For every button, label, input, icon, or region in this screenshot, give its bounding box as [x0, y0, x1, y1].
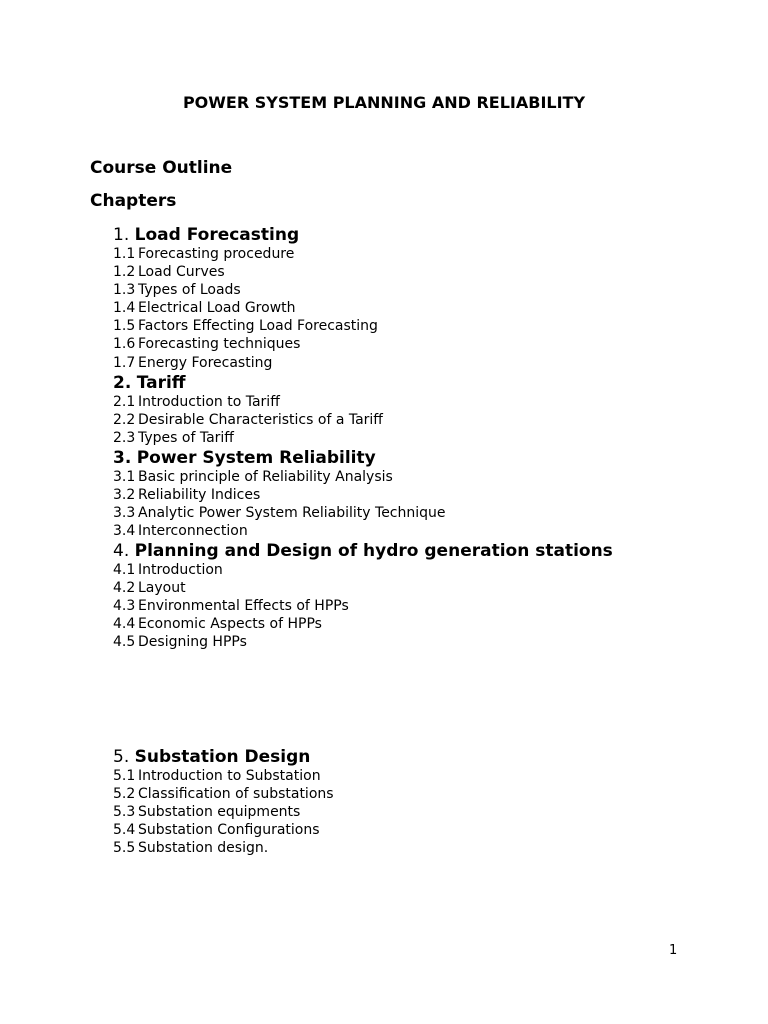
chapter-name: Substation Design: [134, 747, 311, 767]
list-item: [113, 354, 713, 372]
list-item: [113, 633, 713, 651]
list-item: [113, 767, 713, 785]
item-text: Types of Loads: [138, 282, 241, 299]
item-number: 4.3: [113, 598, 136, 615]
list-item: [113, 615, 713, 633]
item-number: 5.4: [113, 822, 136, 839]
item-number: 5.5: [113, 840, 136, 857]
item-text: Energy Forecasting: [138, 354, 273, 371]
chapter-4: [113, 541, 713, 651]
chapter-title: [113, 448, 713, 468]
item-number: 2.1: [113, 394, 136, 410]
item-text: Basic principle of Reliability Analysis: [138, 469, 393, 485]
item-text: Introduction: [138, 562, 223, 578]
item-number: 5.1: [113, 768, 136, 784]
item-number: 1.7: [113, 354, 136, 371]
item-text: Desirable Characteristics of a Tariff: [138, 412, 383, 429]
item-number: 4.1: [113, 562, 136, 578]
list-item: [113, 522, 713, 540]
chapter-5: [113, 747, 713, 857]
list-item: [113, 281, 713, 299]
item-text: Reliability Indices: [138, 487, 261, 504]
item-number: 1.3: [113, 282, 136, 299]
list-item: [113, 411, 713, 429]
chapter-title: [113, 541, 713, 561]
item-number: 3.1: [113, 469, 136, 485]
list-item: [113, 335, 713, 353]
item-text: Designing HPPs: [138, 634, 247, 651]
list-item: [113, 785, 713, 803]
list-item: [113, 317, 713, 335]
item-text: Electrical Load Growth: [138, 300, 296, 317]
list-item: [113, 579, 713, 597]
item-number: 5.3: [113, 804, 136, 821]
list-item: [113, 839, 713, 857]
item-number: 3.3: [113, 505, 136, 522]
list-item: [113, 299, 713, 317]
list-item: [113, 393, 713, 411]
chapter-title: [113, 225, 713, 245]
chapter-number: 5.: [113, 747, 130, 767]
item-text: Load Curves: [138, 264, 225, 281]
item-text: Forecasting procedure: [138, 246, 295, 262]
chapter-1: [113, 225, 713, 372]
item-text: Classification of substations: [138, 786, 334, 803]
list-item: [113, 263, 713, 281]
item-number: 3.4: [113, 523, 136, 540]
chapter-number: 1.: [113, 225, 130, 245]
chapter-number: 4.: [113, 541, 130, 561]
chapter-name: Load Forecasting: [134, 225, 300, 245]
item-number: 1.2: [113, 264, 136, 281]
item-text: Forecasting techniques: [138, 336, 301, 353]
item-number: 4.4: [113, 616, 136, 633]
item-number: 1.4: [113, 300, 136, 317]
item-number: 1.6: [113, 336, 136, 353]
item-number: 5.2: [113, 786, 136, 803]
chapter-2: [113, 373, 713, 447]
list-item: [113, 803, 713, 821]
item-number: 4.2: [113, 580, 136, 597]
chapter-number: 3.: [113, 448, 132, 468]
chapter-name: Power System Reliability: [136, 448, 376, 468]
list-item: [113, 597, 713, 615]
chapter-name: Tariff: [136, 373, 186, 393]
item-number: 4.5: [113, 634, 136, 651]
item-text: Analytic Power System Reliability Technique: [138, 505, 446, 522]
course-outline-heading: Course Outline: [90, 158, 233, 178]
list-item: [113, 486, 713, 504]
item-number: 1.1: [113, 246, 136, 262]
list-item: [113, 245, 713, 263]
list-item: [113, 468, 713, 486]
chapter-number: 2.: [113, 373, 132, 393]
list-item: [113, 504, 713, 522]
item-text: Factors Effecting Load Forecasting: [138, 318, 378, 335]
list-item: [113, 561, 713, 579]
item-text: Introduction to Tariff: [138, 394, 280, 410]
item-text: Environmental Effects of HPPs: [138, 598, 349, 615]
chapter-3: [113, 448, 713, 540]
item-number: 1.5: [113, 318, 136, 335]
chapter-name: Planning and Design of hydro generation stations: [134, 541, 613, 561]
chapter-title: [113, 747, 713, 767]
chapters-heading: Chapters: [90, 191, 177, 211]
item-number: 2.2: [113, 412, 136, 429]
list-item: [113, 821, 713, 839]
document-title: POWER SYSTEM PLANNING AND RELIABILITY: [182, 93, 586, 112]
item-text: Substation design.: [138, 840, 269, 857]
item-text: Substation Configurations: [138, 822, 320, 839]
item-text: Types of Tariff: [138, 430, 234, 447]
item-text: Layout: [138, 580, 186, 597]
item-text: Economic Aspects of HPPs: [138, 616, 322, 633]
item-text: Interconnection: [138, 523, 248, 540]
item-number: 2.3: [113, 430, 136, 447]
chapter-title: [113, 373, 713, 393]
item-text: Substation equipments: [138, 804, 301, 821]
item-number: 3.2: [113, 487, 136, 504]
list-item: [113, 429, 713, 447]
page-number: 1: [669, 943, 678, 958]
item-text: Introduction to Substation: [138, 768, 321, 784]
